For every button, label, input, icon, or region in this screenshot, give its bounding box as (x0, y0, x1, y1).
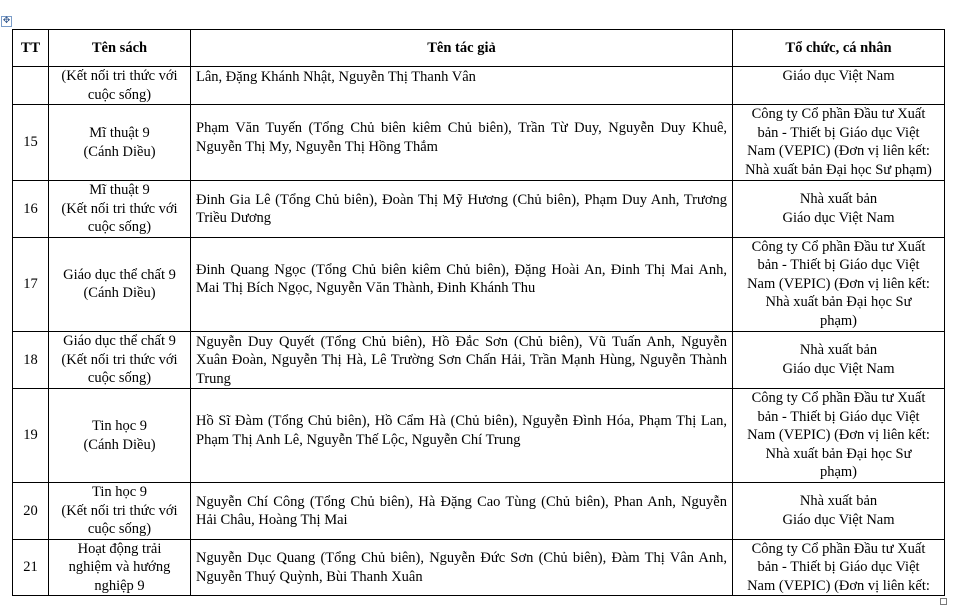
book-title-line: nghiệp 9 (94, 577, 145, 594)
organization-line: Nam (VEPIC) (Đơn vị liên kết: (747, 143, 930, 159)
book-title-cell (49, 105, 191, 181)
book-title-line: Tin học 9 (91, 418, 148, 434)
organization-line: Công ty Cổ phần Đầu tư Xuất (751, 106, 926, 122)
book-title-line: (Cánh Diều) (83, 285, 156, 301)
book-title-line: (Kết nối tri thức với (61, 200, 178, 217)
table-resize-handle[interactable] (940, 598, 947, 605)
row-number: 17 (13, 237, 49, 331)
author-cell: Nguyễn Chí Công (Tổng Chủ biên), Hà Đặng Cao Tùng (Chủ biên), Phan Anh, Nguyễn Hải Châu, Hoàng Thị Mai (191, 483, 733, 540)
table-row (13, 483, 945, 540)
row-number: 20 (13, 483, 49, 540)
organization-line: Công ty Cổ phần Đầu tư Xuất (751, 238, 926, 255)
book-title-line: (Kết nối tri thức với (61, 502, 178, 519)
book-title-line: (Kết nối tri thức với (61, 351, 178, 368)
organization-line: Nhà xuất bản Đại học Sư phạm) (745, 161, 932, 178)
book-title-line: Mĩ thuật 9 (89, 125, 150, 141)
organization-line: Nhà xuất bản Đại học Sư (765, 445, 912, 462)
book-title-cell (49, 539, 191, 596)
book-title-line: Mĩ thuật 9 (89, 182, 150, 198)
organization-cell (733, 237, 945, 331)
book-title-line: Tin học 9 (91, 484, 148, 500)
author-cell: Hồ Sĩ Đàm (Tổng Chủ biên), Hồ Cẩm Hà (Chủ biên), Nguyễn Đình Hóa, Phạm Thị Lan, Phạm Thị Anh Lê, Nguyễn Thế Lộc, Nguyễn Chí Trung (191, 389, 733, 483)
table-row (13, 105, 945, 181)
book-title-cell (49, 181, 191, 238)
organization-line: bản - Thiết bị Giáo dục Việt (757, 124, 920, 141)
book-title-line: cuộc sống) (87, 521, 152, 537)
author-cell: Lân, Đặng Khánh Nhật, Nguyễn Thị Thanh Vân (191, 67, 733, 105)
row-number: 19 (13, 389, 49, 483)
row-number: 21 (13, 539, 49, 596)
book-title-cell (49, 389, 191, 483)
organization-line: Giáo dục Việt Nam (782, 209, 895, 226)
book-title-line: (Kết nối tri thức với (61, 68, 178, 84)
book-title-line: Giáo dục thể chất 9 (63, 266, 176, 283)
row-number: 15 (13, 105, 49, 181)
organization-line: Công ty Cổ phần Đầu tư Xuất (751, 540, 926, 557)
organization-line: Giáo dục Việt Nam (782, 360, 895, 377)
organization-line: Nhà xuất bản (799, 191, 878, 208)
table-row (13, 237, 945, 331)
organization-line: Nam (VEPIC) (Đơn vị liên kết: (747, 427, 930, 443)
book-title-line: (Cánh Diều) (83, 143, 156, 160)
organization-line: phạm) (819, 464, 858, 480)
organization-line: Giáo dục Việt Nam (782, 68, 895, 84)
organization-cell (733, 539, 945, 596)
organization-line: Nhà xuất bản Đại học Sư (765, 294, 912, 310)
table-row (13, 539, 945, 596)
header-book-title: Tên sách (49, 30, 191, 67)
book-title-cell (49, 67, 191, 105)
table-row (13, 67, 945, 105)
organization-line: bản - Thiết bị Giáo dục Việt (757, 408, 920, 425)
book-title-line: cuộc sống) (87, 219, 152, 235)
table-row (13, 389, 945, 483)
table-row (13, 331, 945, 389)
author-cell: Phạm Văn Tuyến (Tổng Chủ biên kiêm Chủ biên), Trần Từ Duy, Nguyễn Duy Khuê, Nguyễn Thị My, Nguyễn Thị Hồng Thắm (191, 105, 733, 181)
book-title-cell (49, 483, 191, 540)
book-title-line: cuộc sống) (87, 370, 152, 386)
organization-line: Nhà xuất bản (799, 493, 878, 510)
organization-cell (733, 181, 945, 238)
organization-line: Nam (VEPIC) (Đơn vị liên kết: (747, 577, 930, 594)
header-tt: TT (13, 30, 49, 67)
organization-cell (733, 331, 945, 389)
book-title-line: Giáo dục thể chất 9 (63, 333, 176, 349)
author-cell: Đinh Quang Ngọc (Tổng Chủ biên kiêm Chủ biên), Đặng Hoài An, Đinh Thị Mai Anh, Mai Thị Bích Ngọc, Nguyễn Văn Thành, Đinh Khánh Thu (191, 237, 733, 331)
author-cell: Nguyễn Duy Quyết (Tổng Chủ biên), Hồ Đắc Sơn (Chủ biên), Vũ Tuấn Anh, Nguyễn Xuân Đoàn, Nguyễn Thị Hà, Lê Trường Sơn Chấn Hải, Trần Mạnh Hùng, Nguyễn Thành Trung (191, 331, 733, 389)
book-title-line: Hoạt động trải (77, 540, 162, 557)
book-title-line: cuộc sống) (87, 86, 152, 103)
textbook-table (12, 29, 945, 596)
row-number: 16 (13, 181, 49, 238)
organization-line: Giáo dục Việt Nam (782, 511, 895, 528)
table-move-handle-icon[interactable]: ✥ (2, 16, 11, 26)
book-title-line: (Cánh Diều) (83, 436, 156, 453)
table-row (13, 181, 945, 238)
row-number: 18 (13, 331, 49, 389)
row-number (13, 67, 49, 105)
organization-cell (733, 105, 945, 181)
organization-line: phạm) (819, 312, 858, 329)
book-title-cell (49, 237, 191, 331)
author-cell: Đinh Gia Lê (Tổng Chủ biên), Đoàn Thị Mỹ Hương (Chủ biên), Phạm Duy Anh, Trương Triều Dương (191, 181, 733, 238)
organization-cell (733, 483, 945, 540)
organization-line: bản - Thiết bị Giáo dục Việt (757, 257, 920, 273)
organization-line: bản - Thiết bị Giáo dục Việt (757, 559, 920, 575)
header-organization: Tổ chức, cá nhân (733, 30, 945, 67)
author-cell: Nguyễn Dục Quang (Tổng Chủ biên), Nguyễn Đức Sơn (Chủ biên), Đàm Thị Vân Anh, Nguyễn Thuý Quỳnh, Bùi Thanh Xuân (191, 539, 733, 596)
organization-line: Nam (VEPIC) (Đơn vị liên kết: (747, 275, 930, 292)
book-title-cell (49, 331, 191, 389)
header-author: Tên tác giả (191, 30, 733, 67)
organization-line: Nhà xuất bản (799, 342, 878, 359)
organization-line: Công ty Cổ phần Đầu tư Xuất (751, 390, 926, 406)
book-title-line: nghiệm và hướng (68, 559, 171, 575)
organization-cell (733, 67, 945, 105)
table-header-row (13, 30, 945, 67)
organization-cell (733, 389, 945, 483)
